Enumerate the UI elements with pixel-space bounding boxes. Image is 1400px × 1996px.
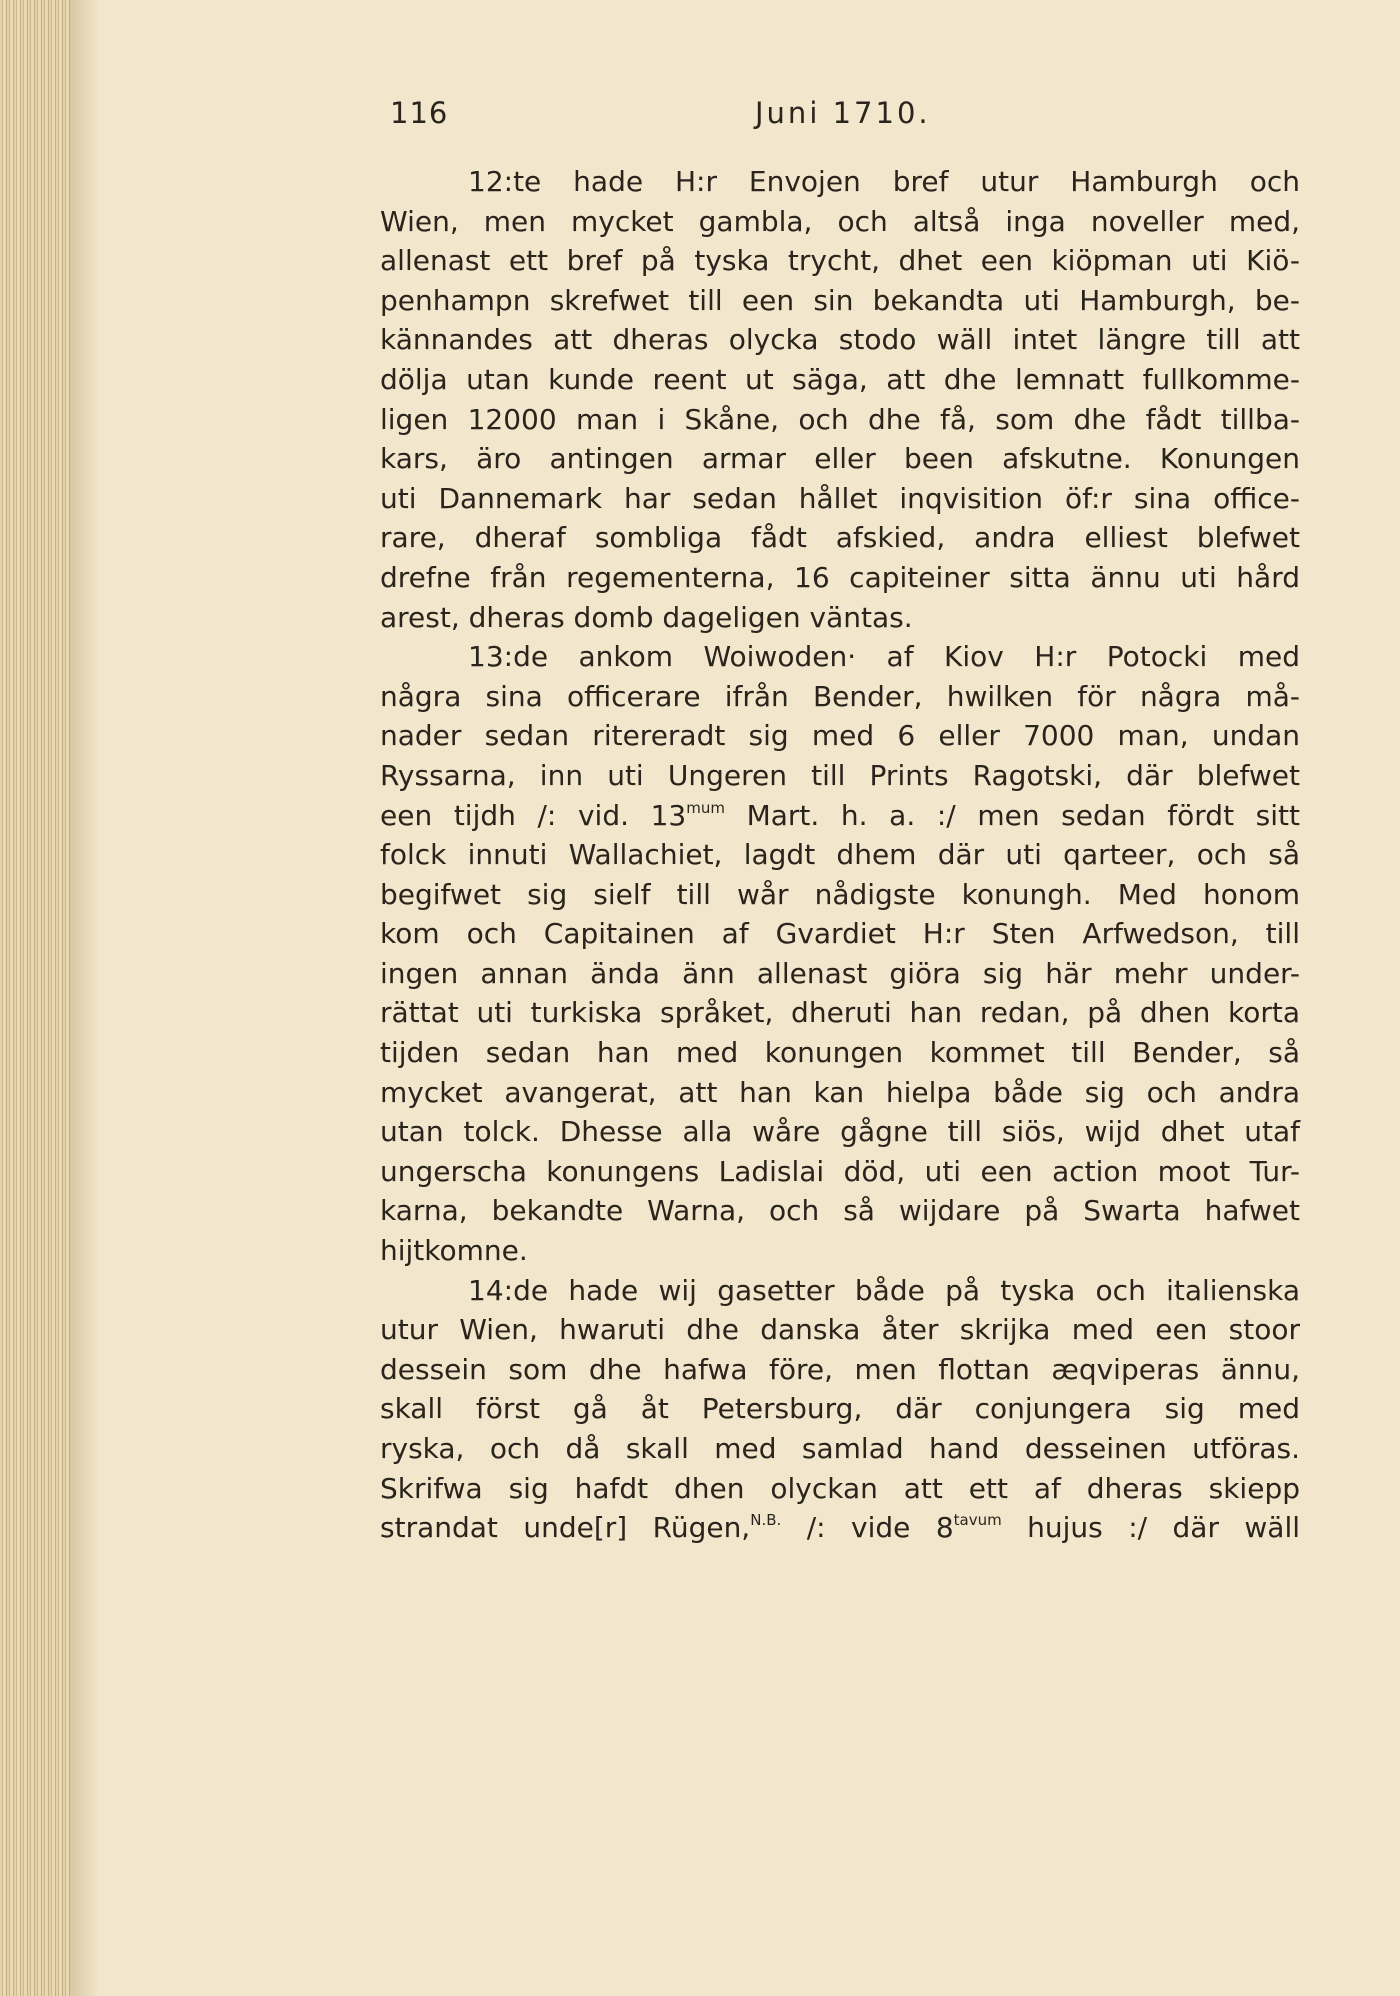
text-line: folck innuti Wallachiet, lagdt dhem där uti qarteer, och så [380, 838, 1300, 872]
text-line: drefne från regementerna, 16 capiteiner sitta ännu uti hård [380, 560, 1300, 594]
body-text [380, 162, 1300, 1548]
text-line: 12:te hade H:r Envojen bref utur Hamburgh och [468, 165, 1300, 198]
text-line [380, 1508, 1300, 1548]
text-line: begifwet sig sielf till wår nådigste konungh. Med honom [380, 877, 1300, 911]
text-line: skall först gå åt Petersburg, där conjungera sig med [380, 1392, 1300, 1426]
text-segment: Mart. h. a. :/ men sedan fördt sitt [724, 798, 1300, 832]
text-line: tijden sedan han med konungen kommet till Bender, så [380, 1036, 1300, 1070]
text-line: 14:de hade wij gasetter både på tyska och italienska [468, 1273, 1300, 1307]
text-line: allenast ett bref på tyska trycht, dhet een kiöpman uti Kiö- [380, 244, 1300, 278]
text-line: dessein som dhe hafwa före, men flottan æqviperas ännu, [380, 1352, 1300, 1386]
text-line: dölja utan kunde reent ut säga, att dhe lemnatt fullkomme- [380, 362, 1300, 396]
page-header [380, 96, 1300, 142]
text-line: utan tolck. Dhesse alla wåre gågne till siös, wijd dhet utaf [380, 1115, 1300, 1149]
text-line: nader sedan ritereradt sig med 6 eller 7000 man, undan [380, 719, 1300, 753]
text-line: arest, dheras domb dageligen väntas. [380, 600, 913, 634]
book-page-edges [0, 0, 70, 1996]
text-line: penhampn skrefwet till een sin bekandta uti Hamburgh, be- [380, 283, 1300, 317]
text-segment: strandat unde[r] Rügen, [380, 1511, 751, 1545]
text-line: kännandes att dheras olycka stodo wäll intet längre till att [380, 323, 1300, 357]
text-line: Ryssarna, inn uti Ungeren till Prints Ragotski, där blefwet [380, 758, 1300, 792]
text-line: kom och Capitainen af Gvardiet H:r Sten Arfwedson, till [380, 917, 1300, 951]
text-line [380, 796, 1300, 836]
text-line: 13:de ankom Woiwoden· af Kiov H:r Potocki med [468, 640, 1300, 674]
text-line: mycket avangerat, att han kan hielpa både sig och andra [380, 1075, 1300, 1109]
text-line: ligen 12000 man i Skåne, och dhe få, som dhe fådt tillba- [380, 402, 1300, 436]
text-line: utur Wien, hwaruti dhe danska åter skrijka med een stoor [380, 1313, 1300, 1347]
text-line: rare, dheraf sombliga fådt afskied, andra elliest blefwet [380, 521, 1300, 555]
page-number: 116 [390, 96, 449, 130]
text-line: rättat uti turkiska språket, dheruti han redan, på dhen korta [380, 996, 1300, 1030]
text-segment: een tijdh /: vid. 13 [380, 798, 687, 832]
superscript: tavum [953, 1511, 1002, 1530]
superscript: N.B. [750, 1511, 782, 1530]
text-line: hijtkomne. [380, 1234, 528, 1268]
text-line: karna, bekandte Warna, och så wijdare på Swarta hafwet [380, 1194, 1300, 1228]
text-line: ryska, och då skall med samlad hand desseinen utföras. [380, 1432, 1300, 1465]
document-page [380, 96, 1300, 1548]
superscript: mum [686, 798, 725, 817]
text-line: några sina officerare ifrån Bender, hwilken för några må- [380, 679, 1300, 713]
running-head: Juni 1710. [755, 96, 931, 130]
text-line: ungerscha konungens Ladislai död, uti een action moot Tur- [380, 1154, 1300, 1188]
text-segment: /: vide 8 [781, 1511, 954, 1545]
text-line: Wien, men mycket gambla, och altså inga noveller med, [380, 204, 1300, 238]
text-line: ingen annan ända änn allenast giöra sig här mehr under- [380, 956, 1300, 990]
text-segment: hujus :/ där wäll [1001, 1511, 1301, 1545]
text-line: kars, äro antingen armar eller been afskutne. Konungen [380, 442, 1300, 476]
text-line: uti Dannemark har sedan hållet inqvisition öf:r sina office- [380, 481, 1300, 515]
text-line: Skrifwa sig hafdt dhen olyckan att ett af dheras skiepp [380, 1471, 1300, 1505]
